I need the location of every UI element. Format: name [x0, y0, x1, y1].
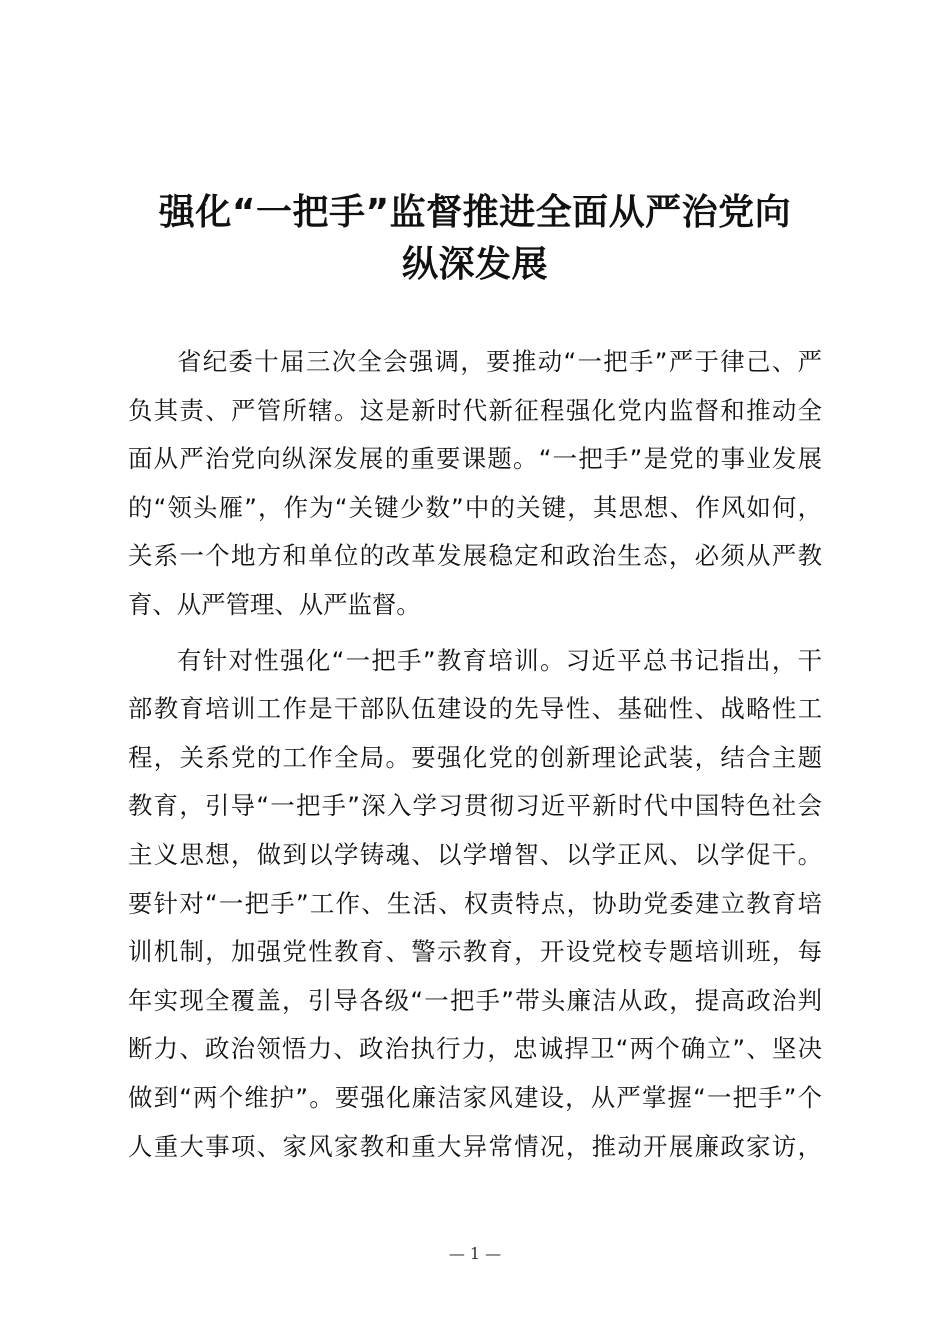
- text-line: 有针对性强化“一把手”教育培训。习近平总书记指出，干: [177, 645, 822, 675]
- text-line: 教育，引导“一把手”深入学习贯彻习近平新时代中国特色社会: [128, 791, 822, 821]
- text-line: 年实现全覆盖，引导各级“一把手”带头廉洁从政，提高政治判: [128, 985, 822, 1015]
- text-line: 省纪委十届三次全会强调，要推动“一把手”严于律己、严: [177, 347, 822, 376]
- text-line: 断力、政治领悟力、政治执行力，忠诚捍卫“两个确立”、坚决: [128, 1034, 822, 1064]
- document-body: [128, 338, 822, 1171]
- text-line: 面从严治党向纵深发展的重要课题。“一把手”是党的事业发展: [128, 444, 822, 474]
- text-line: 育、从严管理、从严监督。: [128, 589, 421, 619]
- text-line: 主义思想，做到以学铸魂、以学增智、以学正风、以学促干。: [128, 839, 822, 869]
- text-line: 的“领头雁”，作为“关键少数”中的关键，其思想、作风如何，: [128, 492, 822, 522]
- text-line: 关系一个地方和单位的改革发展稳定和政治生态，必须从严教: [128, 541, 822, 571]
- text-line: 负其责、严管所辖。这是新时代新征程强化党内监督和推动全: [128, 395, 822, 425]
- text-line: 训机制，加强党性教育、警示教育，开设党校专题培训班，每: [128, 937, 822, 967]
- text-line: 要针对“一把手”工作、生活、权责特点，协助党委建立教育培: [128, 888, 822, 918]
- title-line-2: 纵深发展: [401, 244, 548, 285]
- paragraph-1: [128, 338, 822, 630]
- text-line: 做到“两个维护”。要强化廉洁家风建设，从严掌握“一把手”个: [128, 1082, 822, 1112]
- paragraph-2: [128, 637, 822, 1172]
- title-line-1: 强化“一把手”监督推进全面从严治党向: [158, 192, 792, 233]
- text-line: 部教育培训工作是干部队伍建设的先导性、基础性、战略性工: [128, 694, 822, 724]
- text-line: 人重大事项、家风家教和重大异常情况，推动开展廉政家访，: [128, 1131, 822, 1161]
- text-line: 程，关系党的工作全局。要强化党的创新理论武装，结合主题: [128, 742, 822, 772]
- document-title: [0, 187, 950, 291]
- page-number: — 1 —: [448, 1244, 502, 1263]
